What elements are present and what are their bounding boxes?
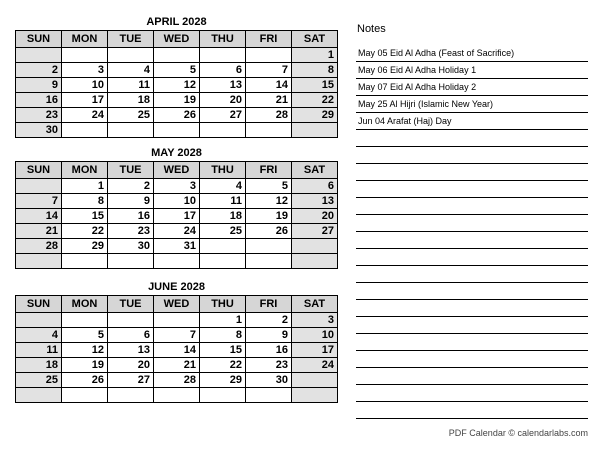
note-line (356, 283, 588, 300)
day-cell: 15 (292, 78, 338, 93)
day-cell: 10 (154, 194, 200, 209)
day-cell: 22 (200, 358, 246, 373)
day-cell: 7 (154, 328, 200, 343)
day-cell: 2 (246, 313, 292, 328)
day-cell (246, 48, 292, 63)
note-line (356, 249, 588, 266)
day-cell (292, 254, 338, 269)
day-cell: 26 (62, 373, 108, 388)
day-cell: 5 (246, 179, 292, 194)
day-cell (108, 388, 154, 403)
note-line (356, 198, 588, 215)
weekday-header: SUN (16, 162, 62, 179)
weekday-header: TUE (108, 31, 154, 48)
day-cell (292, 388, 338, 403)
day-cell: 24 (62, 108, 108, 123)
day-cell (16, 313, 62, 328)
day-cell (108, 313, 154, 328)
note-line: May 05 Eid Al Adha (Feast of Sacrifice) (356, 45, 588, 62)
month-calendar (15, 279, 338, 403)
month-title: APRIL 2028 (146, 16, 207, 28)
note-line (356, 300, 588, 317)
day-cell: 9 (16, 78, 62, 93)
day-cell (246, 254, 292, 269)
day-cell: 11 (200, 194, 246, 209)
day-cell: 18 (108, 93, 154, 108)
day-cell (246, 388, 292, 403)
month-calendar (15, 14, 338, 138)
weekday-header: WED (154, 296, 200, 313)
day-cell: 3 (292, 313, 338, 328)
month-title: MAY 2028 (151, 147, 202, 159)
note-line: Jun 04 Arafat (Haj) Day (356, 113, 588, 130)
day-cell (108, 254, 154, 269)
day-cell: 8 (62, 194, 108, 209)
day-cell: 7 (16, 194, 62, 209)
day-cell (154, 313, 200, 328)
day-cell (16, 48, 62, 63)
day-cell: 16 (108, 209, 154, 224)
month-calendar (15, 145, 338, 269)
note-line (356, 334, 588, 351)
day-cell: 14 (154, 343, 200, 358)
day-cell (16, 388, 62, 403)
day-cell: 20 (200, 93, 246, 108)
week-row (16, 78, 338, 93)
weekday-header: FRI (246, 162, 292, 179)
day-cell: 20 (108, 358, 154, 373)
note-line (356, 317, 588, 334)
day-cell: 15 (62, 209, 108, 224)
note-line (356, 232, 588, 249)
day-cell: 17 (292, 343, 338, 358)
day-cell: 8 (292, 63, 338, 78)
week-row (16, 93, 338, 108)
week-row (16, 108, 338, 123)
day-cell: 17 (154, 209, 200, 224)
day-cell: 8 (200, 328, 246, 343)
day-cell (200, 254, 246, 269)
day-cell (200, 239, 246, 254)
day-cell: 29 (200, 373, 246, 388)
week-row (16, 63, 338, 78)
day-cell: 1 (200, 313, 246, 328)
weekday-header: SAT (292, 31, 338, 48)
day-cell: 19 (62, 358, 108, 373)
weekday-header: SAT (292, 296, 338, 313)
day-cell: 9 (108, 194, 154, 209)
day-cell: 30 (16, 123, 62, 138)
day-cell (200, 123, 246, 138)
day-cell: 28 (246, 108, 292, 123)
week-row (16, 328, 338, 343)
day-cell: 28 (154, 373, 200, 388)
day-cell: 23 (108, 224, 154, 239)
weekday-header: FRI (246, 31, 292, 48)
day-cell: 16 (16, 93, 62, 108)
day-cell: 10 (62, 78, 108, 93)
day-cell: 13 (200, 78, 246, 93)
day-cell: 10 (292, 328, 338, 343)
week-row (16, 373, 338, 388)
day-cell (292, 239, 338, 254)
weekday-header: MON (62, 162, 108, 179)
day-cell: 3 (62, 63, 108, 78)
day-cell (108, 48, 154, 63)
day-cell (154, 123, 200, 138)
day-cell: 21 (154, 358, 200, 373)
day-cell (108, 123, 154, 138)
note-line (356, 266, 588, 283)
day-cell: 30 (246, 373, 292, 388)
day-cell: 5 (154, 63, 200, 78)
day-cell: 27 (200, 108, 246, 123)
day-cell: 12 (62, 343, 108, 358)
day-cell: 2 (108, 179, 154, 194)
note-line (356, 164, 588, 181)
day-cell (292, 373, 338, 388)
day-cell: 30 (108, 239, 154, 254)
weekday-header: MON (62, 296, 108, 313)
day-cell (16, 179, 62, 194)
note-line (356, 181, 588, 198)
day-cell: 17 (62, 93, 108, 108)
day-cell: 24 (154, 224, 200, 239)
note-line (356, 402, 588, 419)
day-cell (62, 123, 108, 138)
month-grid (15, 30, 338, 138)
week-row (16, 239, 338, 254)
weekday-header: MON (62, 31, 108, 48)
day-cell: 27 (108, 373, 154, 388)
day-cell: 6 (200, 63, 246, 78)
week-row (16, 209, 338, 224)
day-cell: 25 (16, 373, 62, 388)
weekday-header: WED (154, 31, 200, 48)
day-cell: 1 (62, 179, 108, 194)
day-cell: 28 (16, 239, 62, 254)
day-cell: 12 (246, 194, 292, 209)
weekday-header: THU (200, 31, 246, 48)
day-cell (154, 254, 200, 269)
day-cell: 4 (16, 328, 62, 343)
day-cell: 11 (108, 78, 154, 93)
day-cell (246, 239, 292, 254)
week-row (16, 179, 338, 194)
day-cell: 3 (154, 179, 200, 194)
note-line (356, 130, 588, 147)
weekday-header: TUE (108, 162, 154, 179)
day-cell (62, 254, 108, 269)
month-grid (15, 295, 338, 403)
weekday-header: SAT (292, 162, 338, 179)
week-row (16, 358, 338, 373)
day-cell: 9 (246, 328, 292, 343)
day-cell: 4 (200, 179, 246, 194)
day-cell: 21 (16, 224, 62, 239)
day-cell: 13 (292, 194, 338, 209)
day-cell: 6 (108, 328, 154, 343)
day-cell: 31 (154, 239, 200, 254)
day-cell: 16 (246, 343, 292, 358)
week-row (16, 123, 338, 138)
week-row (16, 224, 338, 239)
notes-title: Notes (357, 23, 386, 35)
day-cell: 19 (246, 209, 292, 224)
day-cell: 12 (154, 78, 200, 93)
day-cell: 11 (16, 343, 62, 358)
day-cell: 27 (292, 224, 338, 239)
note-line: May 25 Al Hijri (Islamic New Year) (356, 96, 588, 113)
day-cell: 18 (200, 209, 246, 224)
day-cell: 15 (200, 343, 246, 358)
week-row (16, 313, 338, 328)
month-grid (15, 161, 338, 269)
day-cell: 6 (292, 179, 338, 194)
note-line (356, 147, 588, 164)
day-cell: 21 (246, 93, 292, 108)
weekday-header: SUN (16, 296, 62, 313)
day-cell: 25 (200, 224, 246, 239)
day-cell: 20 (292, 209, 338, 224)
day-cell: 26 (154, 108, 200, 123)
day-cell (154, 388, 200, 403)
day-cell: 4 (108, 63, 154, 78)
note-line (356, 368, 588, 385)
weekday-header: SUN (16, 31, 62, 48)
note-line: May 06 Eid Al Adha Holiday 1 (356, 62, 588, 79)
day-cell (62, 48, 108, 63)
day-cell: 1 (292, 48, 338, 63)
day-cell: 5 (62, 328, 108, 343)
week-row (16, 343, 338, 358)
day-cell: 29 (292, 108, 338, 123)
day-cell: 14 (246, 78, 292, 93)
week-row (16, 388, 338, 403)
day-cell: 22 (62, 224, 108, 239)
day-cell (16, 254, 62, 269)
note-line (356, 215, 588, 232)
note-line (356, 351, 588, 368)
day-cell (246, 123, 292, 138)
day-cell (154, 48, 200, 63)
weekday-header: TUE (108, 296, 154, 313)
week-row (16, 48, 338, 63)
note-line: May 07 Eid Al Adha Holiday 2 (356, 79, 588, 96)
day-cell: 23 (16, 108, 62, 123)
day-cell: 7 (246, 63, 292, 78)
day-cell: 26 (246, 224, 292, 239)
day-cell (62, 388, 108, 403)
day-cell: 22 (292, 93, 338, 108)
day-cell: 18 (16, 358, 62, 373)
notes-list (356, 45, 588, 419)
day-cell (62, 313, 108, 328)
footer-credit: PDF Calendar © calendarlabs.com (448, 428, 588, 438)
week-row (16, 254, 338, 269)
week-row (16, 194, 338, 209)
note-line (356, 385, 588, 402)
day-cell: 14 (16, 209, 62, 224)
day-cell (292, 123, 338, 138)
day-cell: 24 (292, 358, 338, 373)
day-cell: 23 (246, 358, 292, 373)
day-cell: 19 (154, 93, 200, 108)
day-cell: 13 (108, 343, 154, 358)
weekday-header: FRI (246, 296, 292, 313)
weekday-header: WED (154, 162, 200, 179)
day-cell: 29 (62, 239, 108, 254)
weekday-header: THU (200, 296, 246, 313)
day-cell (200, 48, 246, 63)
day-cell: 25 (108, 108, 154, 123)
day-cell: 2 (16, 63, 62, 78)
month-title: JUNE 2028 (148, 281, 205, 293)
day-cell (200, 388, 246, 403)
weekday-header: THU (200, 162, 246, 179)
